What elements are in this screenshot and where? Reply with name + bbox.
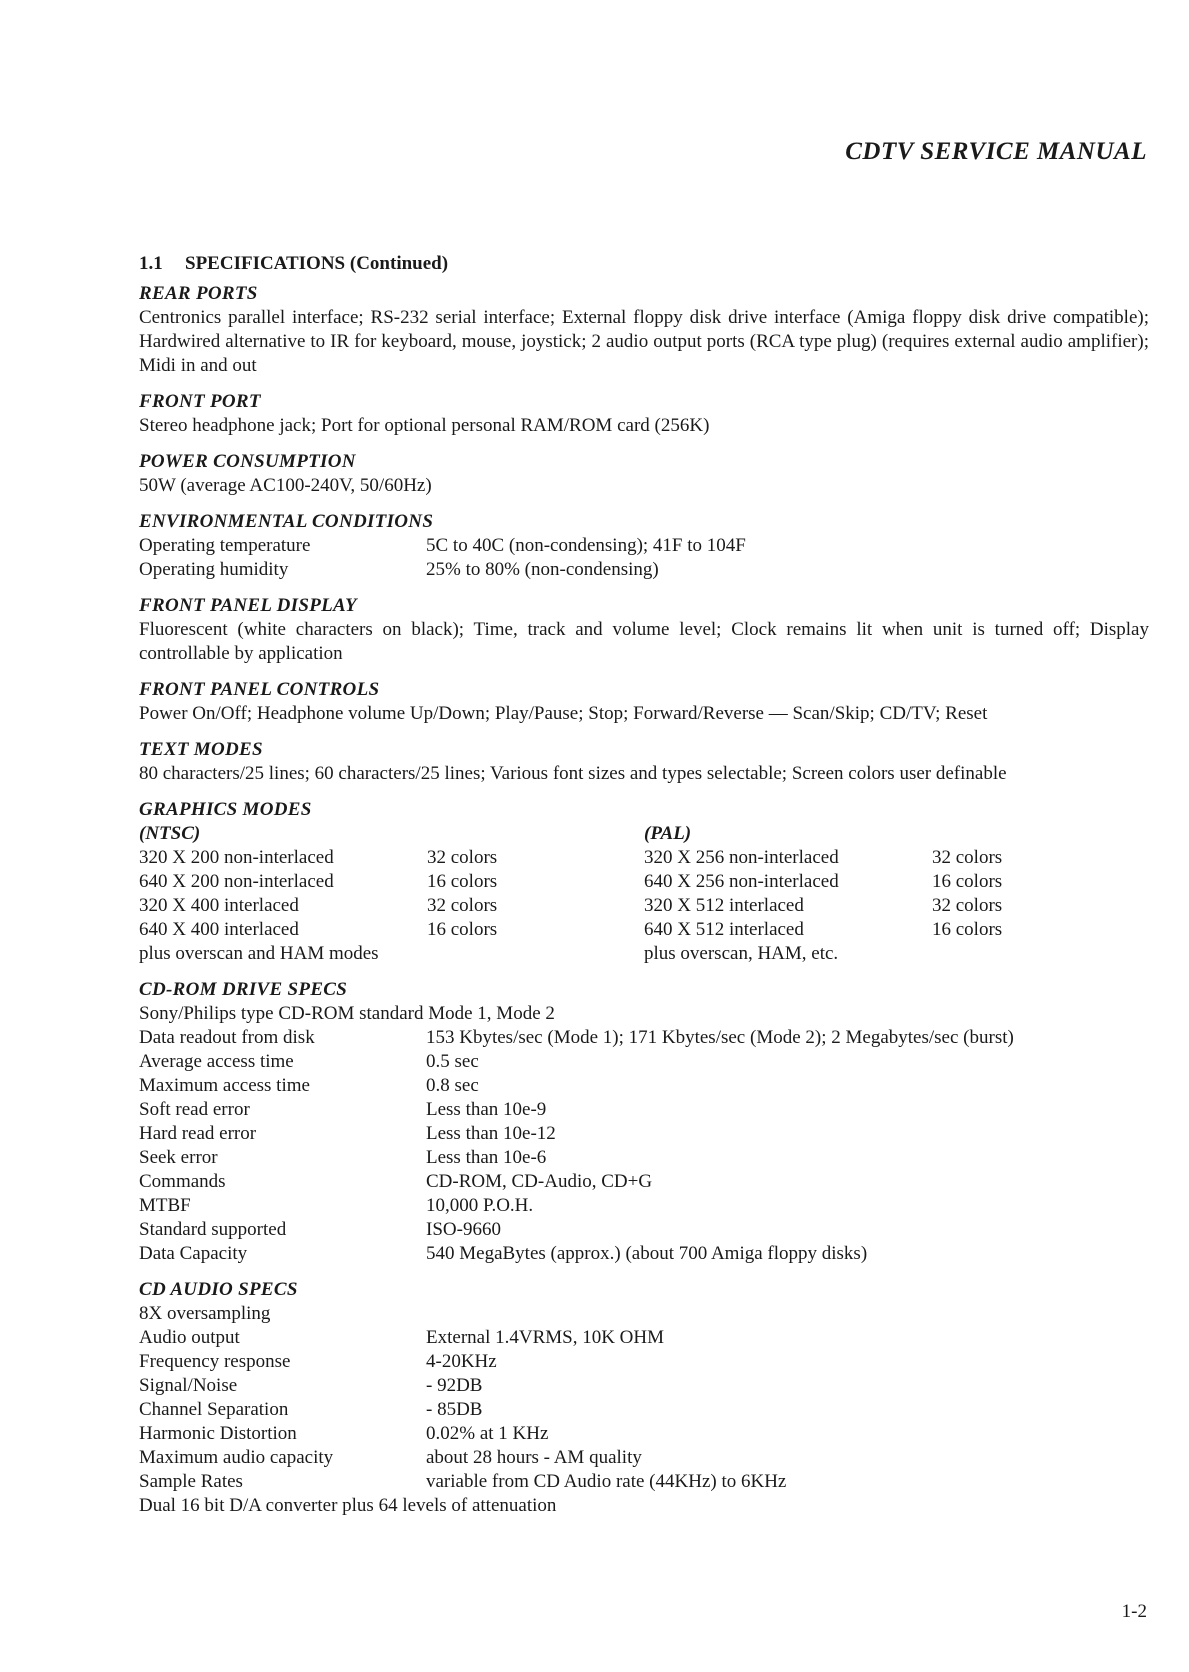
mode-colors: 16 colors [932,919,1003,940]
environment-row [139,534,1149,558]
spec-label: Maximum access time [139,1075,310,1096]
spec-value: 153 Kbytes/sec (Mode 1); 171 Kbytes/sec (Mode 2); 2 Megabytes/sec (burst) [426,1027,1014,1048]
cdrom-row [139,1218,1149,1242]
spec-value: - 92DB [426,1375,483,1396]
ntsc-column [139,822,644,966]
mode-resolution: 640 X 256 non-interlaced [644,871,839,892]
cdrom-section [139,978,1149,1266]
cd-audio-section [139,1278,1149,1518]
graphics-modes-section [139,798,1149,966]
power-text: 50W (average AC100-240V, 50/60Hz) [139,475,432,496]
graphics-mode-row [644,870,1149,894]
cdrom-row [139,1026,1149,1050]
rear-ports-heading: REAR PORTS [139,283,258,304]
cdrom-intro: Sony/Philips type CD-ROM standard Mode 1, Mode 2 [139,1003,555,1024]
front-panel-display-text: Fluorescent (white characters on black); Time, track and volume level; Clock remains lit when unit is turned off; Display controllable by application [139,619,1149,664]
spec-value: 4-20KHz [426,1351,497,1372]
mode-resolution: 640 X 512 interlaced [644,919,804,940]
spec-label: MTBF [139,1195,191,1216]
spec-value: External 1.4VRMS, 10K OHM [426,1327,665,1348]
cdrom-row [139,1242,1149,1266]
cdrom-row [139,1194,1149,1218]
spec-value: about 28 hours - AM quality [426,1447,642,1468]
cd-audio-row [139,1446,1149,1470]
cd-audio-row [139,1422,1149,1446]
environment-heading: ENVIRONMENTAL CONDITIONS [139,511,434,532]
spec-label: Average access time [139,1051,294,1072]
spec-label: Audio output [139,1327,240,1348]
graphics-mode-row [644,918,1149,942]
mode-colors: 32 colors [932,847,1003,868]
mode-resolution: 320 X 256 non-interlaced [644,847,839,868]
spec-value: 0.8 sec [426,1075,479,1096]
power-heading: POWER CONSUMPTION [139,451,356,472]
mode-colors: 16 colors [427,919,498,940]
front-port-heading: FRONT PORT [139,391,261,412]
spec-value: 0.5 sec [426,1051,479,1072]
graphics-mode-row [644,894,1149,918]
mode-colors: 16 colors [932,871,1003,892]
section-number: 1.1 [139,253,163,274]
spec-value: Less than 10e-9 [426,1099,547,1120]
environment-section [139,510,1149,582]
text-modes-section [139,738,1149,786]
spec-value: 10,000 P.O.H. [426,1195,534,1216]
cdrom-row [139,1098,1149,1122]
pal-label: (PAL) [644,823,692,844]
spec-label: Standard supported [139,1219,287,1240]
graphics-mode-row [139,894,644,918]
rear-ports-section [139,282,1149,378]
cd-audio-row [139,1398,1149,1422]
spec-label: Frequency response [139,1351,291,1372]
cdrom-heading: CD-ROM DRIVE SPECS [139,979,348,1000]
cdrom-row [139,1074,1149,1098]
pal-note: plus overscan, HAM, etc. [644,943,839,964]
mode-colors: 32 colors [427,895,498,916]
cdrom-row [139,1050,1149,1074]
spec-label: Seek error [139,1147,218,1168]
graphics-mode-row [644,846,1149,870]
front-panel-display-heading: FRONT PANEL DISPLAY [139,595,357,616]
mode-resolution: 640 X 200 non-interlaced [139,871,334,892]
graphics-mode-row [139,918,644,942]
spec-label: Hard read error [139,1123,257,1144]
cd-audio-footer: Dual 16 bit D/A converter plus 64 levels of attenuation [139,1495,557,1516]
spec-label: Channel Separation [139,1399,289,1420]
mode-resolution: 320 X 400 interlaced [139,895,299,916]
ntsc-note: plus overscan and HAM modes [139,943,379,964]
front-port-section [139,390,1149,438]
text-modes-text: 80 characters/25 lines; 60 characters/25 lines; Various font sizes and types selectable; Screen colors user definable [139,763,1007,784]
spec-label: Harmonic Distortion [139,1423,297,1444]
spec-label: Soft read error [139,1099,250,1120]
spec-label: Data readout from disk [139,1027,315,1048]
cd-audio-intro: 8X oversampling [139,1303,271,1324]
ntsc-label: (NTSC) [139,823,201,844]
spec-label: Data Capacity [139,1243,248,1264]
spec-label: Maximum audio capacity [139,1447,334,1468]
cd-audio-row [139,1350,1149,1374]
section-title [139,252,1149,276]
page-content [139,252,1149,1530]
spec-label: Operating temperature [139,535,311,556]
section-title-text: SPECIFICATIONS (Continued) [185,253,449,274]
spec-value: Less than 10e-6 [426,1147,547,1168]
spec-value: variable from CD Audio rate (44KHz) to 6KHz [426,1471,787,1492]
spec-value: - 85DB [426,1399,483,1420]
environment-row [139,558,1149,582]
front-panel-display-section [139,594,1149,666]
mode-resolution: 320 X 512 interlaced [644,895,804,916]
graphics-modes-table [139,822,1149,966]
spec-label: Signal/Noise [139,1375,238,1396]
mode-colors: 16 colors [427,871,498,892]
cd-audio-row [139,1374,1149,1398]
mode-resolution: 640 X 400 interlaced [139,919,299,940]
cdrom-row [139,1170,1149,1194]
mode-colors: 32 colors [932,895,1003,916]
rear-ports-text: Centronics parallel interface; RS-232 serial interface; External floppy disk drive interface (Amiga floppy disk drive compatible); Hardwired alternative to IR for keyboard, mouse, joystick; 2 audio output ports (RCA type plug) (requires external audio amplifier); Midi in and out [139,307,1149,376]
spec-value: 25% to 80% (non-condensing) [426,559,659,580]
spec-label: Sample Rates [139,1471,243,1492]
graphics-modes-heading: GRAPHICS MODES [139,799,312,820]
spec-value: Less than 10e-12 [426,1123,556,1144]
spec-label: Commands [139,1171,226,1192]
mode-resolution: 320 X 200 non-interlaced [139,847,334,868]
cd-audio-row [139,1326,1149,1350]
cd-audio-row [139,1470,1149,1494]
page-number: 1-2 [1121,1601,1147,1622]
spec-value: CD-ROM, CD-Audio, CD+G [426,1171,653,1192]
front-port-text: Stereo headphone jack; Port for optional personal RAM/ROM card (256K) [139,415,710,436]
front-panel-controls-section [139,678,1149,726]
spec-value: 540 MegaBytes (approx.) (about 700 Amiga floppy disks) [426,1243,868,1264]
mode-colors: 32 colors [427,847,498,868]
spec-value: 5C to 40C (non-condensing); 41F to 104F [426,535,746,556]
spec-label: Operating humidity [139,559,289,580]
power-section [139,450,1149,498]
graphics-mode-row [139,846,644,870]
pal-column [644,822,1149,966]
front-panel-controls-heading: FRONT PANEL CONTROLS [139,679,380,700]
running-head-title: CDTV SERVICE MANUAL [845,138,1147,165]
spec-value: 0.02% at 1 KHz [426,1423,549,1444]
text-modes-heading: TEXT MODES [139,739,263,760]
cdrom-row [139,1146,1149,1170]
front-panel-controls-text: Power On/Off; Headphone volume Up/Down; Play/Pause; Stop; Forward/Reverse — Scan/Skip; CD/TV; Reset [139,703,988,724]
cd-audio-heading: CD AUDIO SPECS [139,1279,298,1300]
cdrom-row [139,1122,1149,1146]
spec-value: ISO-9660 [426,1219,501,1240]
graphics-mode-row [139,870,644,894]
